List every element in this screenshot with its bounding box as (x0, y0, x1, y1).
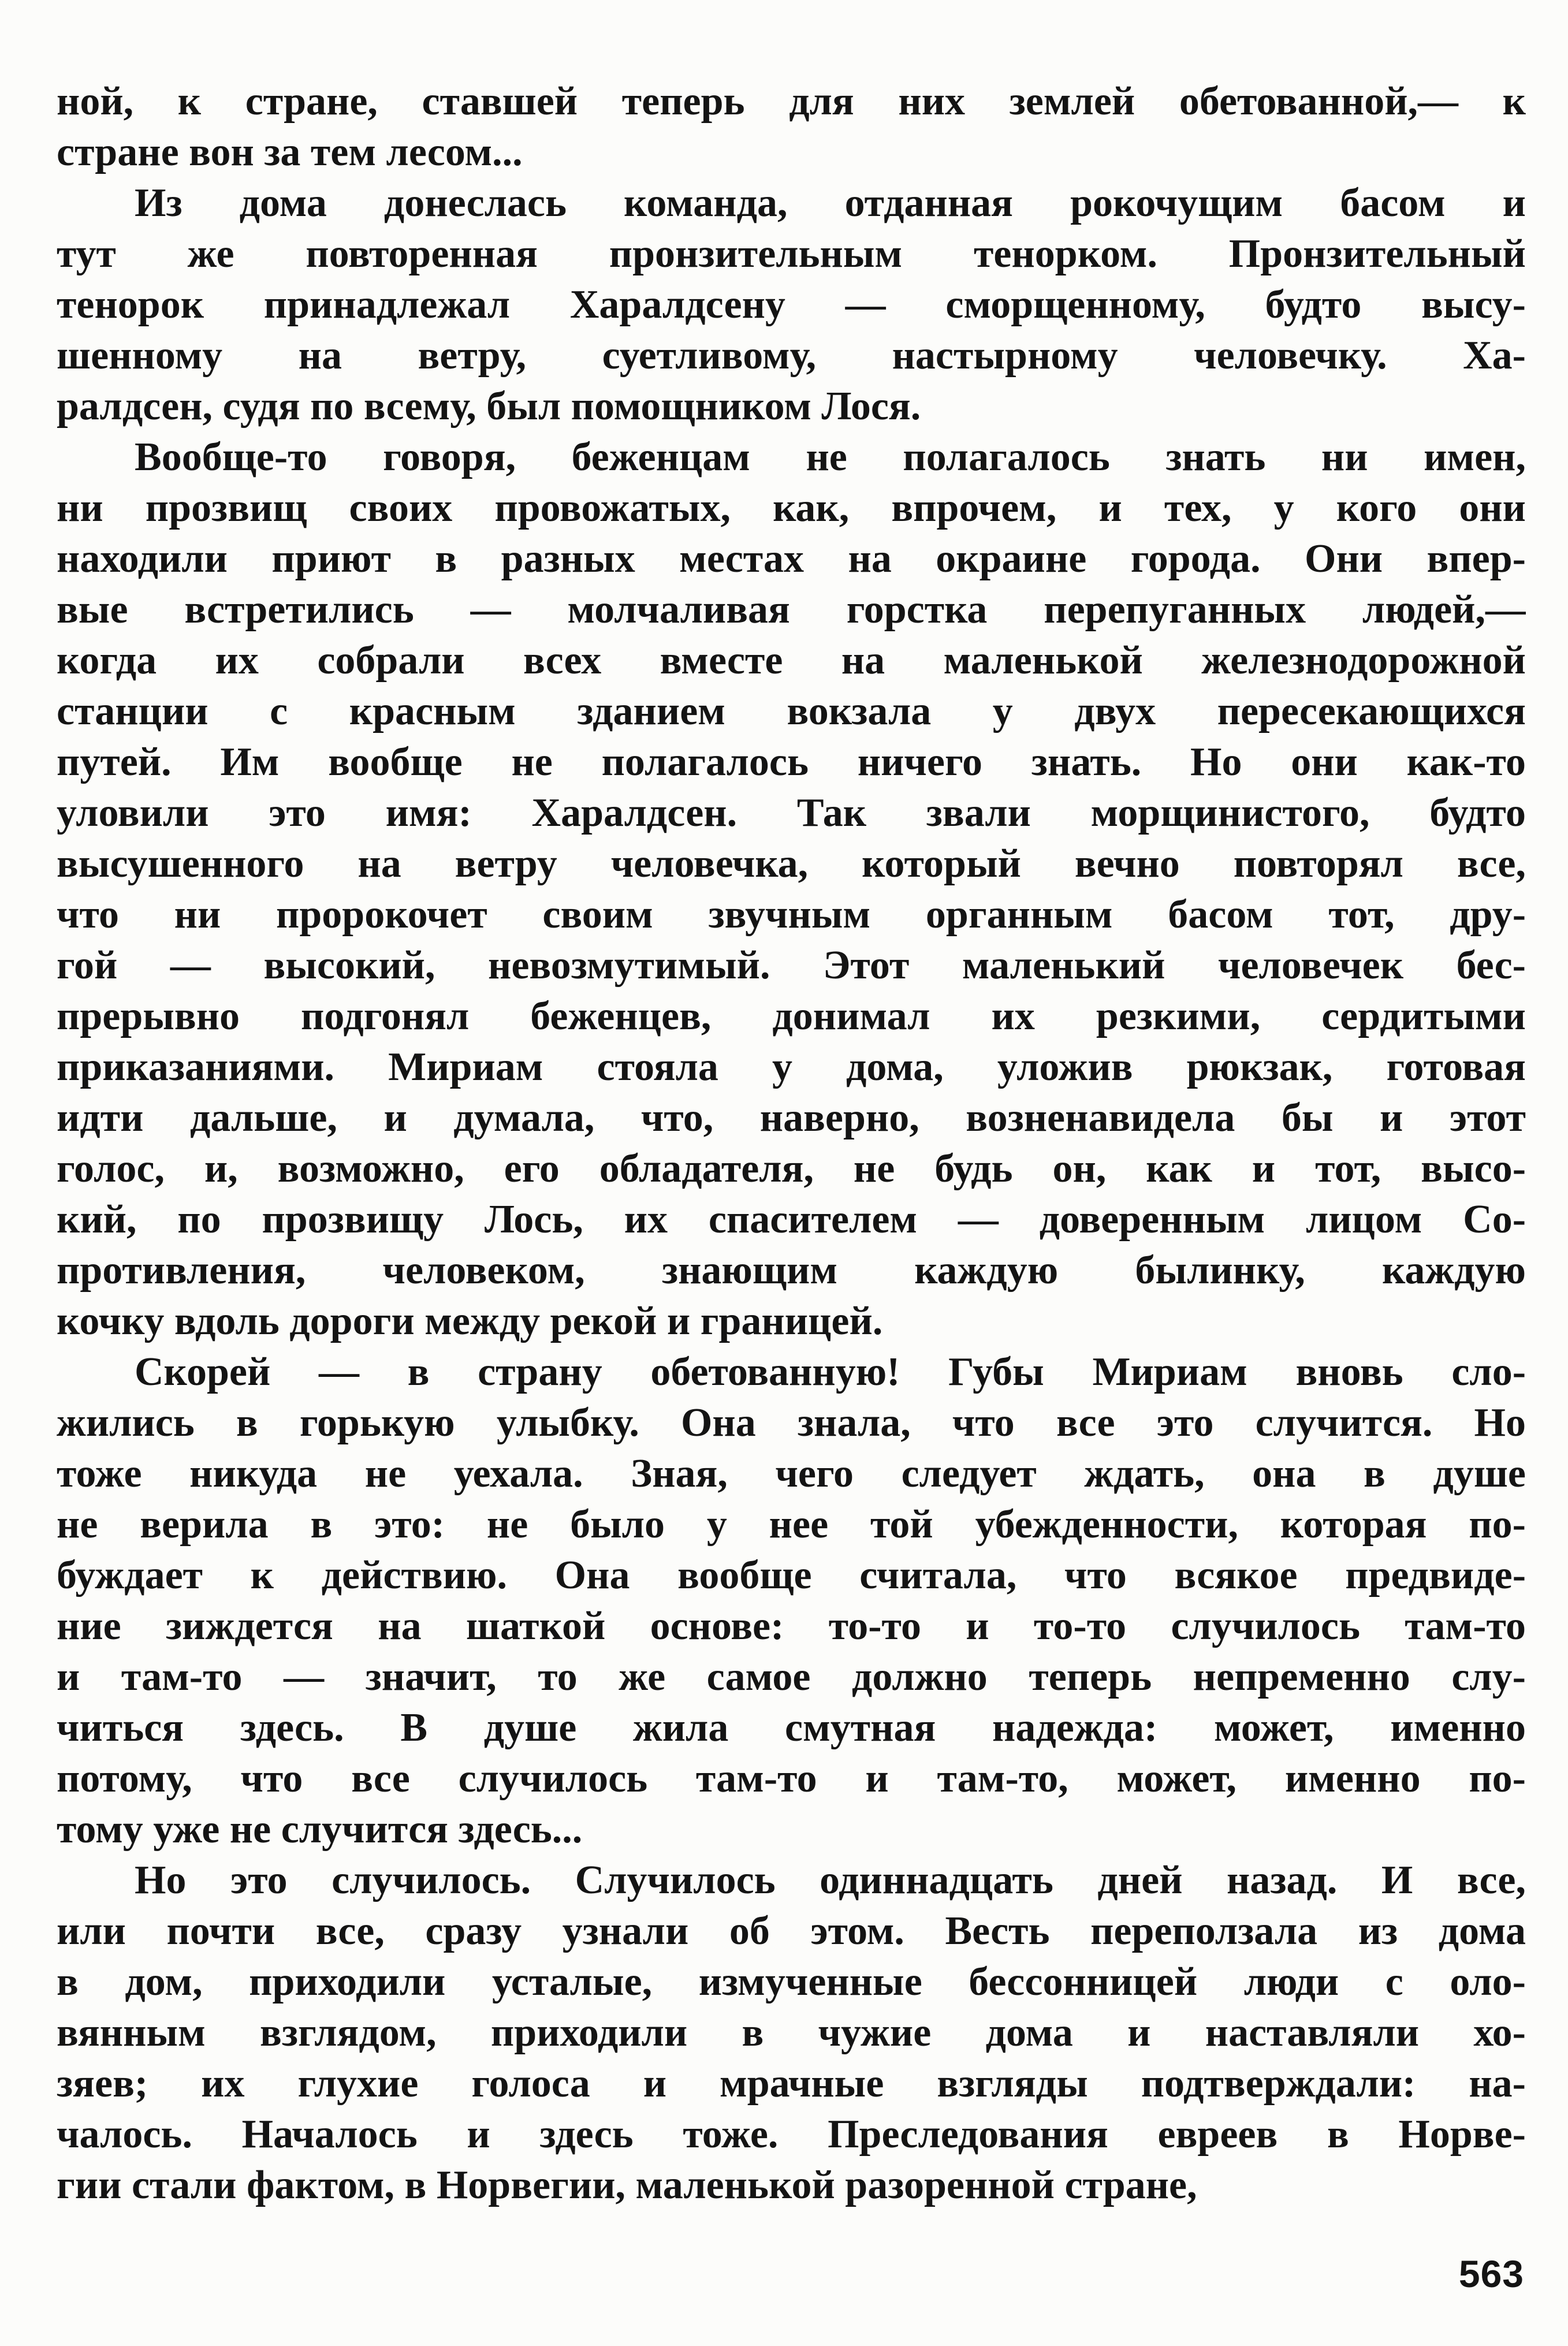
text-line: тому уже не случится здесь... (57, 1807, 583, 1852)
paragraph (57, 1855, 1526, 2211)
text-line: Скорей — в страну обетованную! Губы Мириам вновь сло- (135, 1350, 1526, 1394)
text-line: ни прозвищ своих провожатых, как, впрочем, и тех, у кого они (57, 486, 1526, 530)
text-line: станции с красным зданием вокзала у двух пересекающихся (57, 689, 1526, 733)
text-line: в дом, приходили усталые, измученные бессонницей люди с оло- (57, 1960, 1526, 2004)
text-line: уловили это имя: Харалдсен. Так звали морщинистого, будто (57, 791, 1526, 835)
text-line: Вообще-то говоря, беженцам не полагалось знать ни имен, (135, 435, 1526, 479)
text-line: вые встретились — молчаливая горстка перепуганных людей,— (57, 587, 1526, 632)
text-line: Но это случилось. Случилось одиннадцать дней назад. И все, (135, 1858, 1526, 1902)
text-line: жились в горькую улыбку. Она знала, что все это случится. Но (57, 1401, 1526, 1445)
text-line: зяев; их глухие голоса и мрачные взгляды подтверждали: на- (57, 2061, 1526, 2106)
text-line: путей. Им вообще не полагалось ничего знать. Но они как-то (57, 740, 1526, 784)
text-line: гии стали фактом, в Норвегии, маленькой разоренной стране, (57, 2163, 1197, 2207)
text-line: что ни пророкочет своим звучным органным басом тот, дру- (57, 892, 1526, 937)
text-line: не верила в это: не было у нее той убежденности, которая по- (57, 1502, 1526, 1547)
text-line: идти дальше, и думала, что, наверно, возненавидела бы и этот (57, 1096, 1526, 1140)
text-line: прерывно подгонял беженцев, донимал их резкими, сердитыми (57, 994, 1526, 1038)
paragraph (57, 1347, 1526, 1855)
body-text (57, 76, 1526, 2211)
text-line: кий, по прозвищу Лось, их спасителем — доверенным лицом Со- (57, 1197, 1526, 1242)
text-line: или почти все, сразу узнали об этом. Весть переползала из дома (57, 1909, 1526, 1953)
text-line: и там-то — значит, то же самое должно теперь непременно слу- (57, 1655, 1526, 1699)
paragraph (57, 178, 1526, 432)
paragraph (57, 432, 1526, 1347)
text-line: потому, что все случилось там-то и там-то, может, именно по- (57, 1756, 1526, 1801)
text-line: тенорок принадлежал Харалдсену — сморщенному, будто высу- (57, 282, 1526, 327)
text-line: читься здесь. В душе жила смутная надежда: может, именно (57, 1705, 1526, 1750)
text-line: тоже никуда не уехала. Зная, чего следует ждать, она в душе (57, 1451, 1526, 1496)
text-line: ние зиждется на шаткой основе: то-то и то-то случилось там-то (57, 1604, 1526, 1648)
text-line: противления, человеком, знающим каждую былинку, каждую (57, 1248, 1526, 1293)
text-line: приказаниями. Мириам стояла у дома, уложив рюкзак, готовая (57, 1045, 1526, 1089)
text-line: тут же повторенная пронзительным тенорком. Пронзительный (57, 232, 1526, 276)
text-line: вянным взглядом, приходили в чужие дома и наставляли хо- (57, 2010, 1526, 2055)
text-line: кочку вдоль дороги между рекой и границей. (57, 1299, 883, 1343)
text-line: гой — высокий, невозмутимый. Этот маленький человечек бес- (57, 943, 1526, 988)
page-number: 563 (1458, 2252, 1524, 2295)
text-line: стране вон за тем лесом... (57, 130, 523, 174)
text-line: шенному на ветру, суетливому, настырному человечку. Ха- (57, 333, 1526, 378)
text-line: голос, и, возможно, его обладателя, не будь он, как и тот, высо- (57, 1146, 1526, 1191)
paragraph (57, 76, 1526, 178)
text-line: находили приют в разных местах на окраине города. Они впер- (57, 537, 1526, 581)
text-line: когда их собрали всех вместе на маленькой железнодорожной (57, 638, 1526, 683)
text-line: Из дома донеслась команда, отданная рокочущим басом и (135, 181, 1526, 225)
text-line: буждает к действию. Она вообще считала, что всякое предвиде- (57, 1553, 1526, 1597)
text-line: ной, к стране, ставшей теперь для них землей обетованной,— к (57, 79, 1526, 124)
text-line: ралдсен, судя по всему, был помощником Лося. (57, 384, 921, 429)
text-line: чалось. Началось и здесь тоже. Преследования евреев в Норве- (57, 2112, 1526, 2157)
text-line: высушенного на ветру человечка, который вечно повторял все, (57, 841, 1526, 886)
